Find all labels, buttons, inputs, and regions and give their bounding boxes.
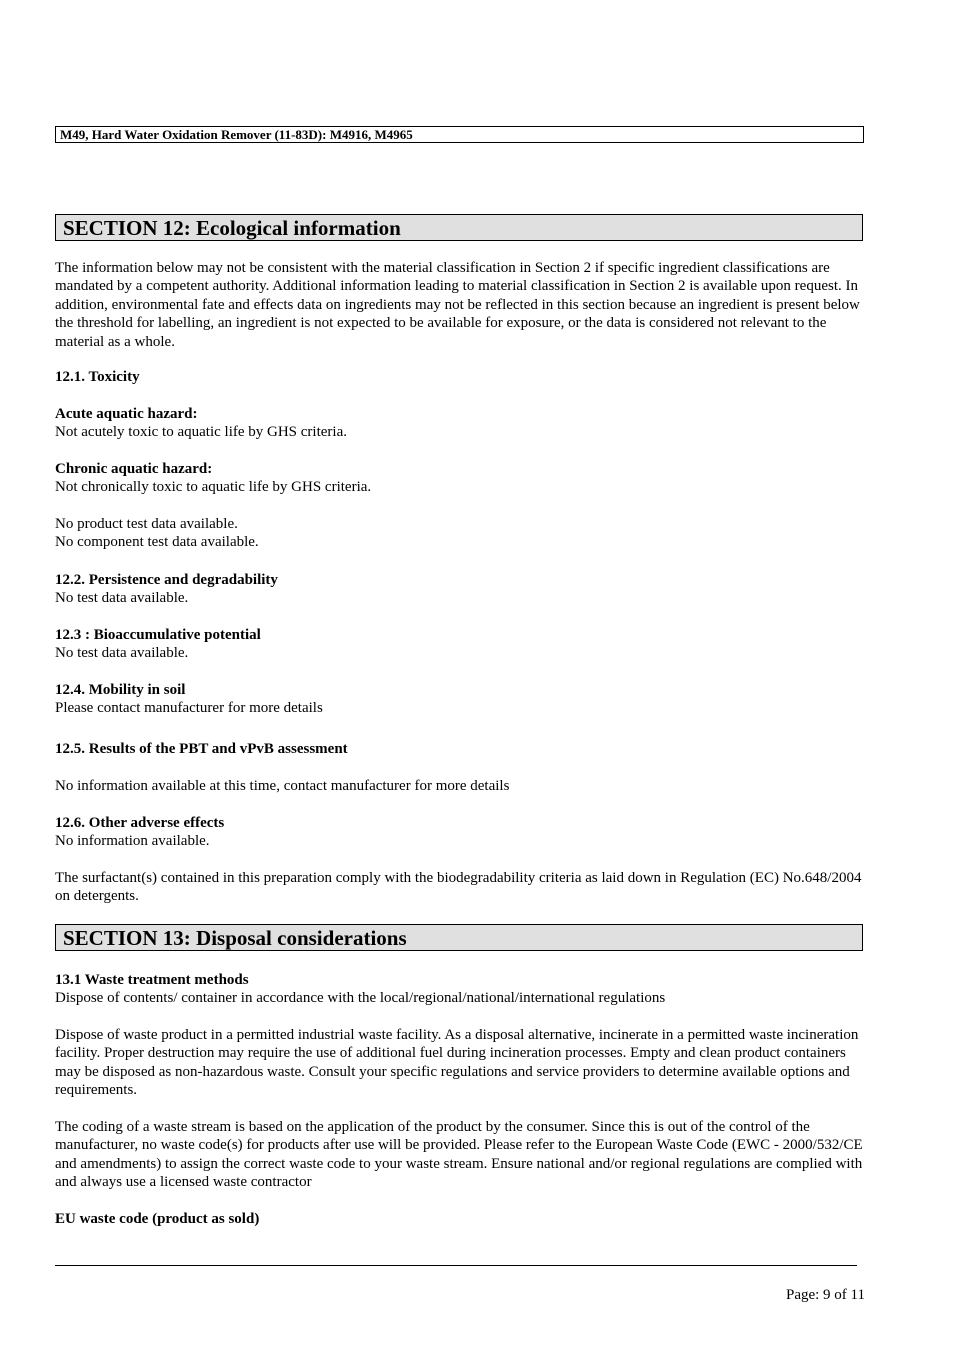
component-test-text: No component test data available.	[55, 534, 259, 550]
other-effects-text: No information available.	[55, 833, 210, 849]
pbt-text: No information available at this time, contact manufacturer for more details	[55, 778, 510, 794]
pbt-heading: 12.5. Results of the PBT and vPvB assessment	[55, 741, 348, 757]
section-13-title: SECTION 13: Disposal considerations	[55, 924, 863, 951]
disposal-text: Dispose of waste product in a permitted industrial waste facility. As a disposal alternative, incinerate in a permitted waste incineration facility. Proper destruction may require the use of additional fuel during incineration processes. Empty and clean product containers may be disposed as non-hazardous waste. Consult your specific regulations and service providers to determine available options and requirements.	[55, 1027, 859, 1099]
section-12-title: SECTION 12: Ecological information	[55, 214, 863, 241]
bioaccumulative-heading: 12.3 : Bioaccumulative potential	[55, 627, 261, 643]
chronic-hazard-text: Not chronically toxic to aquatic life by GHS criteria.	[55, 479, 372, 495]
waste-treatment-text: Dispose of contents/ container in accordance with the local/regional/national/international regulations	[55, 990, 666, 1006]
product-header: M49, Hard Water Oxidation Remover (11-83D): M4916, M4965	[55, 126, 864, 143]
product-test-text: No product test data available.	[55, 516, 238, 532]
other-effects-heading: 12.6. Other adverse effects	[55, 815, 225, 831]
chronic-hazard-label: Chronic aquatic hazard:	[55, 461, 213, 477]
acute-hazard-label: Acute aquatic hazard:	[55, 406, 198, 422]
waste-coding-text: The coding of a waste stream is based on the application of the product by the consumer. Since this is out of the control of the manufacturer, no waste code(s) for products after use will be provided. Please refer to the European Waste Code (EWC - 2000/532/CE and amendments) to assign the correct waste code to your waste stream. Ensure national and/or regional regulations are complied with and always use a licensed waste contractor	[55, 1119, 863, 1191]
footer-divider	[55, 1265, 857, 1266]
mobility-heading: 12.4. Mobility in soil	[55, 682, 186, 698]
mobility-text: Please contact manufacturer for more details	[55, 700, 323, 716]
eu-waste-code-heading: EU waste code (product as sold)	[55, 1211, 260, 1227]
bioaccumulative-text: No test data available.	[55, 645, 189, 661]
persistence-heading: 12.2. Persistence and degradability	[55, 572, 278, 588]
page-number: Page: 9 of 11	[785, 1287, 865, 1303]
acute-hazard-text: Not acutely toxic to aquatic life by GHS criteria.	[55, 424, 347, 440]
waste-treatment-heading: 13.1 Waste treatment methods	[55, 972, 249, 988]
surfactant-text: The surfactant(s) contained in this preparation comply with the biodegradability criteria as laid down in Regulation (EC) No.648/2004 on detergents.	[55, 870, 862, 905]
section-12-intro: The information below may not be consistent with the material classification in Section 2 if specific ingredient classifications are mandated by a competent authority. Additional information leading to material classification in Section 2 is available upon request. In addition, environmental fate and effects data on ingredients may not be reflected in this section because an ingredient is present below the threshold for labelling, an ingredient is not expected to be available for exposure, or the data is considered not relevant to the material as a whole.	[55, 260, 860, 350]
persistence-text: No test data available.	[55, 590, 189, 606]
toxicity-heading: 12.1. Toxicity	[55, 369, 140, 385]
